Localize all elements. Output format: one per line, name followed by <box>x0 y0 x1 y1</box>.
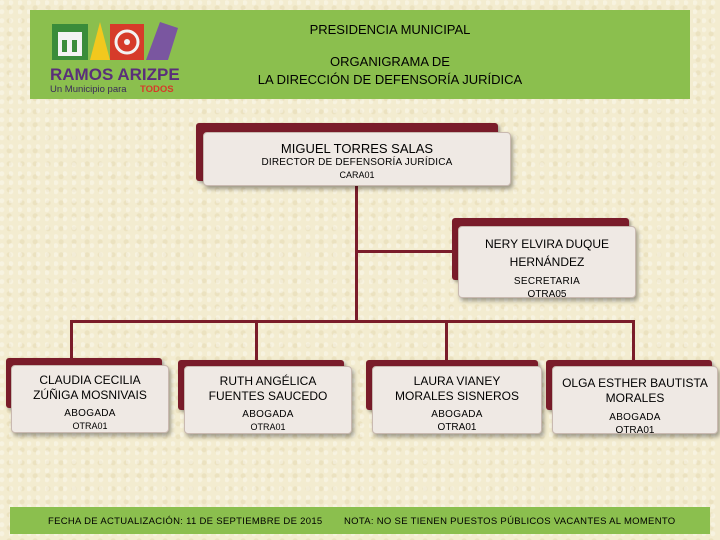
staff-4-role: ABOGADA <box>609 412 661 423</box>
footer-vacancy-note: NOTA: NO SE TIENEN PUESTOS PÚBLICOS VACANTES AL MOMENTO <box>344 516 676 527</box>
connector-staff-3 <box>445 320 448 362</box>
staff-4-name-line2: MORALES <box>605 391 665 405</box>
staff-1-box <box>11 365 169 433</box>
director-name: MIGUEL TORRES SALAS <box>280 141 434 156</box>
header-banner <box>30 10 690 99</box>
footer-update-date: FECHA DE ACTUALIZACIÓN: 11 DE SEPTIEMBRE DE 2015 <box>48 516 323 527</box>
secretary-role: SECRETARIA <box>513 276 581 287</box>
staff-1-name-line1: CLAUDIA CECILIA <box>39 373 141 387</box>
staff-2-box <box>184 366 352 434</box>
connector-staff-2 <box>255 320 258 362</box>
staff-1-code: OTRA01 <box>72 421 108 431</box>
staff-3-name-line1: LAURA VIANEY <box>413 374 501 388</box>
svg-text:TODOS: TODOS <box>140 84 174 95</box>
connector-staff-1 <box>70 320 73 360</box>
secretary-code: OTRA05 <box>527 289 567 300</box>
staff-2-code: OTRA01 <box>250 422 286 432</box>
connector-staff-4 <box>632 320 635 362</box>
staff-2-name-line1: RUTH ANGÉLICA <box>219 374 317 388</box>
staff-4-box <box>552 366 718 434</box>
header-title: PRESIDENCIA MUNICIPAL <box>309 22 471 37</box>
staff-1-role: ABOGADA <box>64 408 116 419</box>
secretary-name-line2: HERNÁNDEZ <box>509 255 585 269</box>
svg-text:RAMOS ARIZPE: RAMOS ARIZPE <box>50 65 180 84</box>
staff-3-code: OTRA01 <box>437 422 477 433</box>
svg-text:Un Municipio para: Un Municipio para <box>50 84 127 95</box>
staff-3-box <box>372 366 542 434</box>
staff-4-code: OTRA01 <box>615 425 655 436</box>
secretary-box <box>458 226 636 298</box>
connector-staff-bus <box>70 320 635 323</box>
staff-3-name-line2: MORALES SISNEROS <box>394 389 520 403</box>
staff-4-name-line1: OLGA ESTHER BAUTISTA <box>562 376 708 390</box>
ramos-arizpe-logo <box>48 18 188 96</box>
footer-banner <box>10 507 710 534</box>
director-role: DIRECTOR DE DEFENSORÍA JURÍDICA <box>261 157 453 168</box>
staff-3-role: ABOGADA <box>431 409 483 420</box>
header-subtitle-line1: ORGANIGRAMA DE <box>330 54 450 69</box>
staff-1-name-line2: ZÚÑIGA MOSNIVAIS <box>33 388 147 402</box>
director-box <box>203 132 511 186</box>
connector-secretary-branch <box>355 250 455 253</box>
header-subtitle-line2: LA DIRECCIÓN DE DEFENSORÍA JURÍDICA <box>257 72 523 87</box>
staff-2-name-line2: FUENTES SAUCEDO <box>208 389 328 403</box>
director-code: CARA01 <box>339 170 375 180</box>
staff-2-role: ABOGADA <box>242 409 294 420</box>
secretary-name-line1: NERY ELVIRA DUQUE <box>484 237 610 251</box>
